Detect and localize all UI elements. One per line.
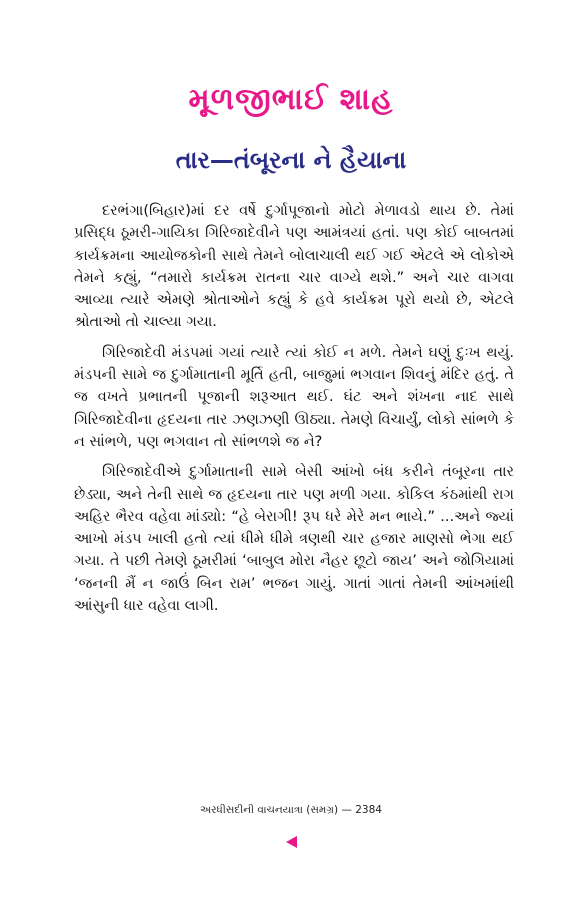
story-title: તાર—તંબૂરના ને હૈયાના bbox=[175, 146, 407, 174]
paragraph-2: ગિરિજાદેવી મંડપમાં ગયાં ત્યારે ત્યાં કોઈ ન મળે. તેમને ઘણું દુઃખ થયું. મંડપની સામે જ દુર્ગામાતાની મૂર્તિ હતી, બાજુમાં ભગવાન શિવનું મંદિર હતું. તે જ વખતે પ્રભાતની પૂજાની શરૂઆત થઈ. ઘંટ અને શંખના નાદ સાથે ગિરિજાદેવીના હૃદયના તાર ઝણઝણી ઊઠ્યા. તેમણે વિચાર્યું, લોકો સાંભળે કે ન સાંભળે, પણ ભગવાન તો સાંભળશે જ ને? bbox=[74, 344, 514, 450]
paragraph-3: ગિરિજાદેવીએ દુર્ગામાતાની સામે બેસી આંખો બંધ કરીને તંબૂરના તાર છેડ્યા, અને તેની સાથે જ હૃદયના તાર પણ મળી ગયા. કોકિલ કંઠમાંથી રાગ અહિર ભૈરવ વહેવા માંડ્યો: “હે બેરાગી! રૂપ ધરે મેરે મન ભાયે.” ...અને જ્યાં આખો મંડપ ખાલી હતો ત્યાં ધીમે ધીમે ત્રણથી ચાર હજાર માણસો ભેગા થઈ ગયા. તે પછી તેમણે ઠૂમરીમાં ‘બાબુલ મોરા નૈહર છૂટો જાય’ અને જોગિયામાં ‘જનની મૈં ન જાઉં બિન રામ’ ભજન ગાયું. ગાતાં ગાતાં તેમની આંખમાંથી આંસુની ધાર વહેવા લાગી. bbox=[74, 464, 514, 615]
author-name: મૂળજીભાઈ શાહ bbox=[188, 82, 394, 117]
previous-page-arrow-icon[interactable] bbox=[286, 836, 297, 848]
story-body bbox=[74, 200, 514, 625]
page-footer: અરધીસદીની વાચનયાત્રા (સમગ્ર) — 2384 bbox=[200, 804, 382, 816]
paragraph-1: દરભંગા(બિહાર)માં દર વર્ષે દુર્ગાપૂજાનો મોટો મેળાવડો થાય છે. તેમાં પ્રસિદ્ધ ઠૂમરી-ગાયિકા ગિરિજાદેવીને પણ આમંત્રયાં હતાં. પણ કોઈ બાબતમાં કાર્યક્રમના આયોજકોની સાથે તેમને બોલાચાલી થઈ ગઈ એટલે એ લોકોએ તેમને કહ્યું, “તમારો કાર્યક્રમ રાતના ચાર વાગ્યે થશે.” અને ચાર વાગવા આવ્યા ત્યારે એમણે શ્રોતાઓને કહ્યું કે હવે કાર્યક્રમ પૂરો થયો છે, એટલે શ્રોતાઓ તો ચાલ્યા ગયા. bbox=[74, 203, 514, 331]
